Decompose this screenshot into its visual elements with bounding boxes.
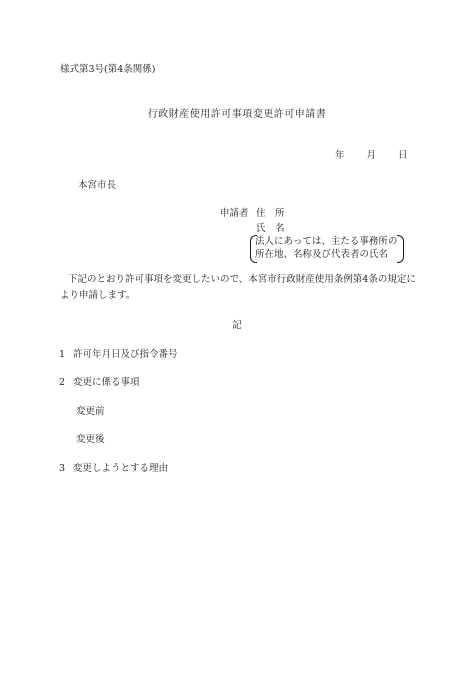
sub-item-after: 変更後 [76,434,105,445]
sub-item-before: 変更前 [76,406,105,417]
item-number: 1 [59,349,66,360]
corporate-note [252,235,398,261]
day-label: 日 [398,150,408,161]
item-text: 変更に係る事項 [73,377,140,388]
item-text: 変更しようとする理由 [73,463,169,474]
applicant-label: 申請者 [220,208,249,219]
ki-heading: 記 [232,320,242,331]
document-title: 行政財産使用許可事項変更許可申請書 [147,109,327,120]
form-number: 様式第3号(第4条関係) [60,64,156,75]
corporate-note-line2: 所在地、名称及び代表者の氏名 [255,249,389,260]
year-label: 年 [335,150,345,161]
item-number: 2 [59,377,66,388]
left-bracket [250,235,257,263]
name-label: 氏 名 [256,223,285,234]
corporate-note-line1: 法人にあっては、主たる事務所の [255,236,398,247]
month-label: 月 [366,150,377,161]
body-text: 下記のとおり許可事項を変更したいので、本宮市行政財産使用条例第4条の規定により申請します。 [60,274,416,301]
addressee: 本宮市長 [78,180,117,191]
address-label: 住 所 [256,208,285,219]
item-number: 3 [59,463,66,474]
date-line [335,151,408,161]
right-bracket [397,235,404,263]
item-text: 許可年月日及び指令番号 [73,349,178,360]
